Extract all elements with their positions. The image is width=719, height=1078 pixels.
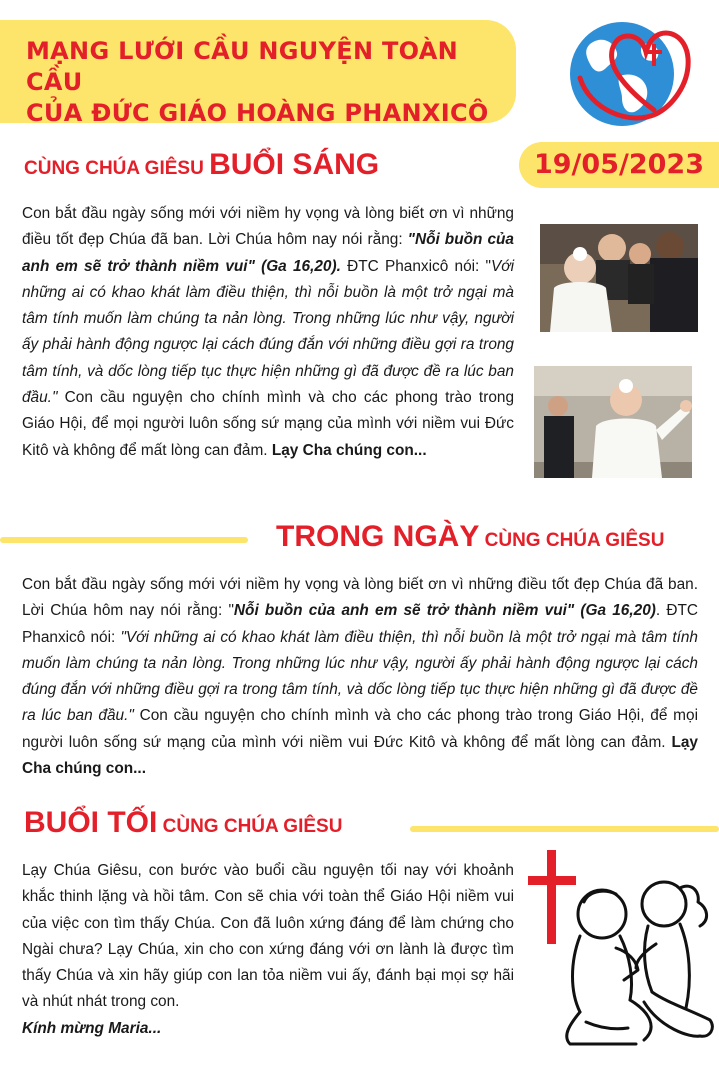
morning-scripture-quote: "Nỗi buồn của anh em sẽ trở thành niềm vui" (Ga 16,20). (22, 231, 514, 275)
pope-smiling-photo (534, 366, 692, 478)
evening-closing: Kính mừng Maria... (22, 1019, 162, 1037)
morning-paragraph (22, 201, 514, 464)
day-heading-main: TRONG NGÀY (276, 520, 480, 553)
morning-heading (24, 148, 379, 182)
divider-evening (410, 826, 719, 832)
title-line-1: MẠNG LƯỚI CẦU NGUYỆN TOÀN CẦU (26, 37, 458, 96)
morning-text-prayer: Con cầu nguyện cho chính mình và cho các phong trào trong Giáo Hội, để mọi người luôn sống sứ mạng của mình với niềm vui Đức Kitô và không để mất lòng can đảm. (22, 389, 514, 459)
day-scripture-quote: Nỗi buồn của anh em sẽ trở thành niềm vui" (Ga 16,20) (233, 602, 656, 620)
evening-text-prayer: Lạy Chúa Giêsu, con bước vào buổi cầu nguyện tối nay với khoảnh khắc thinh lặng và hồi tâm. Con sẽ chia với toàn thể Giáo Hội niềm vui của việc con tìm thấy Chúa. Con đã luôn xứng đáng để làm chứng cho Ngài chưa? Lạy Chúa, xin cho con xứng đáng với ơn lành là được tìm thấy Chúa và xin hãy giúp con lan tỏa niềm vui ấy, đánh bại mọi sợ hãi và nhút nhát trong con. (22, 862, 514, 1011)
evening-heading (24, 806, 342, 840)
morning-closing: Lạy Cha chúng con... (271, 441, 427, 459)
day-heading-suffix: CÙNG CHÚA GIÊSU (479, 530, 665, 551)
day-closing: Lạy Cha chúng con... (22, 733, 698, 778)
date-label: 19/05/2023 (533, 149, 704, 180)
praying-children-icon (540, 852, 718, 1050)
evening-heading-suffix: CÙNG CHÚA GIÊSU (157, 816, 343, 837)
morning-heading-main: BUỔI SÁNG (209, 148, 380, 181)
morning-text-pope-intro: ĐTC Phanxicô nói: " (340, 257, 492, 275)
day-text-intro: Con bắt đầu ngày sống mới với niềm hy vọng và lòng biết ơn vì những điều tốt đẹp Chúa đã ban. Lời Chúa hôm nay nói rằng: " (22, 576, 698, 620)
morning-pope-quote: Với những ai có khao khát làm điều thiện, thì nỗi buồn là một trở ngại mà tâm tính muốn làm chúng ta nản lòng. Trong những lúc như vậy, người ấy phải hành động ngược lại cách đúng đắn với những điều gợi ra trong tâm tính, và dốc lòng tiếp tục thực hiện những gì đã được đề ra lúc ban đầu." (22, 257, 515, 407)
evening-heading-main: BUỔI TỐI (24, 806, 158, 839)
pope-greeting-photo (540, 224, 698, 332)
divider-day (0, 537, 248, 543)
morning-text-intro: Con bắt đầu ngày sống mới với niềm hy vọng và lòng biết ơn vì những điều tốt đẹp Chúa đã ban. Lời Chúa hôm nay nói rằng: (22, 205, 514, 249)
morning-heading-prefix: CÙNG CHÚA GIÊSU (24, 158, 210, 179)
day-text-pope-intro: . ĐTC Phanxicô nói: (22, 602, 699, 646)
evening-paragraph (22, 858, 514, 1042)
day-text-prayer: Con cầu nguyện cho chính mình và cho các phong trào trong Giáo Hội, để mọi người luôn sống sứ mạng của mình với niềm vui Đức Kitô và không để mất lòng can đảm. (22, 707, 698, 751)
globe-heart-icon (560, 14, 696, 134)
day-heading (276, 520, 664, 554)
page-title (26, 36, 506, 129)
day-pope-quote: "Với những ai có khao khát làm điều thiện, thì nỗi buồn là một trở ngại mà tâm tính muốn làm chúng ta nản lòng. Trong những lúc như vậy, người ấy phải hành động ngược lại cách đúng đắn với những điều gợi ra trong tâm tính, và dốc lòng tiếp tục thực hiện những gì đã được đề ra lúc ban đầu." (22, 628, 698, 725)
day-paragraph (22, 572, 698, 782)
title-line-2: CỦA ĐỨC GIÁO HOÀNG PHANXICÔ (26, 99, 489, 127)
